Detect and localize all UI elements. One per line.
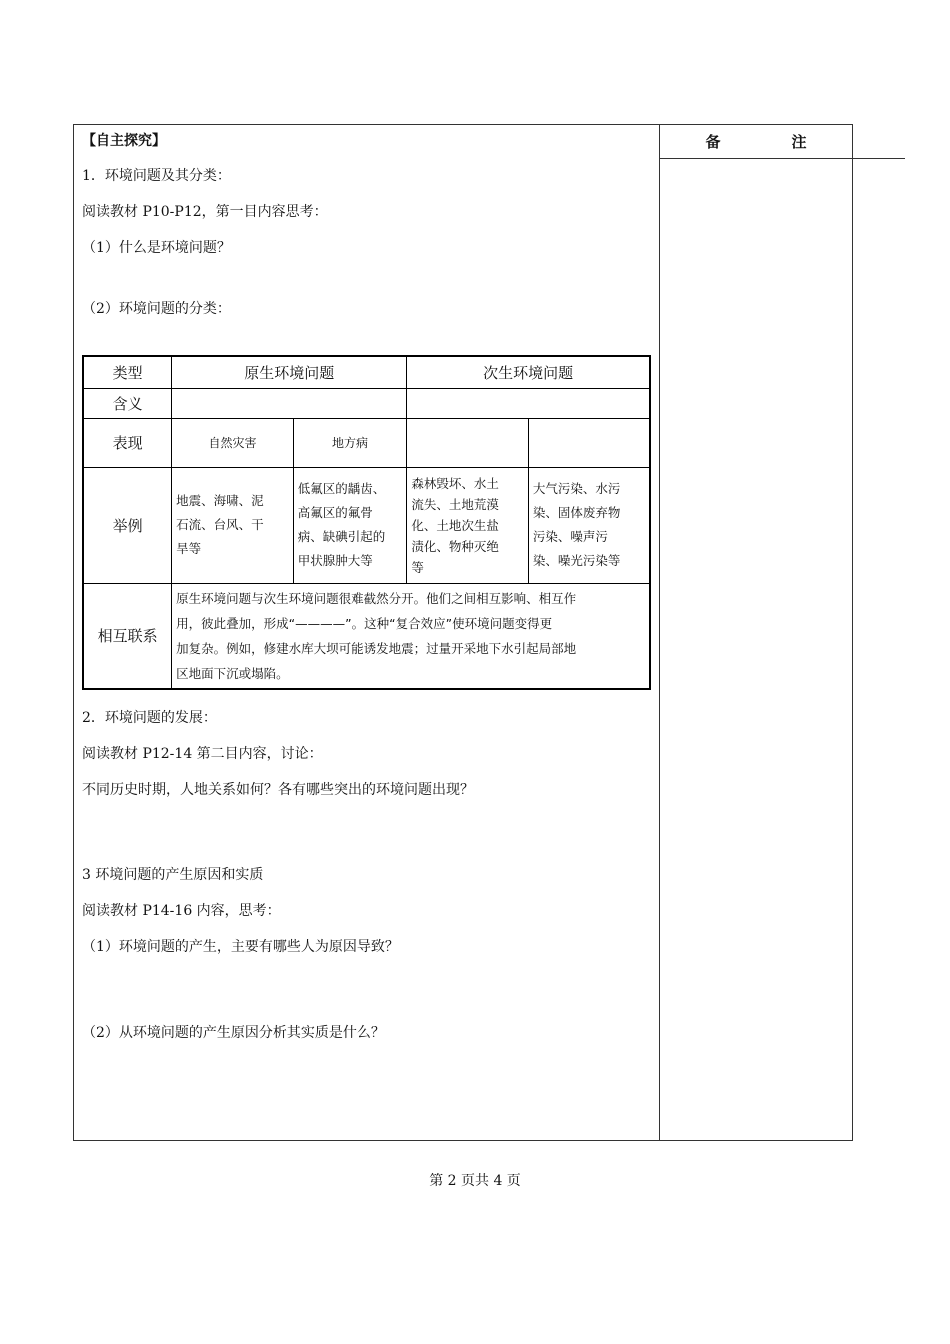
header-primary: 原生环境问题 bbox=[172, 356, 407, 388]
example-line: 石流、台风、干 bbox=[176, 517, 264, 532]
example-line: 大气污染、水污 bbox=[532, 481, 621, 496]
row-label-meaning: 含义 bbox=[83, 388, 172, 418]
example-line: 低氟区的龋齿、 bbox=[297, 481, 386, 496]
row-label-manifest: 表现 bbox=[83, 418, 172, 467]
examples-cell bbox=[172, 467, 294, 583]
notes-header-rule bbox=[660, 158, 905, 159]
q2-title: 2．环境问题的发展： bbox=[82, 710, 217, 726]
example-line: 渍化、物种灭绝 bbox=[411, 538, 499, 554]
relation-line: 加复杂。例如，修建水库大坝可能诱发地震；过量开采地下水引起局部地 bbox=[176, 640, 577, 656]
page-footer: 第 2 页共 4 页 bbox=[429, 1173, 521, 1189]
q1-title: 1．环境问题及其分类： bbox=[82, 168, 231, 184]
example-line: 染、固体废弃物 bbox=[532, 505, 621, 520]
manifest-cell: 地方病 bbox=[293, 418, 407, 467]
example-line: 污染、噪声污 bbox=[532, 529, 608, 544]
meaning-primary-cell bbox=[172, 388, 407, 418]
example-line: 化、土地次生盐 bbox=[411, 517, 499, 533]
example-line: 地震、海啸、泥 bbox=[176, 493, 264, 508]
example-line: 旱等 bbox=[176, 541, 202, 556]
example-line: 染、噪光污染等 bbox=[532, 553, 621, 568]
manifest-cell bbox=[407, 418, 529, 467]
example-line: 甲状腺肿大等 bbox=[297, 553, 373, 568]
example-line: 森林毁坏、水土 bbox=[411, 475, 499, 491]
q1-sub1: （1）什么是环境问题？ bbox=[82, 240, 231, 256]
header-secondary: 次生环境问题 bbox=[407, 356, 650, 388]
row-label-examples: 举例 bbox=[83, 467, 172, 583]
example-line: 病、缺碘引起的 bbox=[297, 529, 386, 544]
section-title: 【自主探究】 bbox=[82, 133, 166, 149]
q1-sub2: （2）环境问题的分类： bbox=[82, 301, 231, 317]
example-line: 高氟区的氟骨 bbox=[297, 505, 373, 520]
examples-cell bbox=[528, 467, 650, 583]
relation-line: 区地面下沉或塌陷。 bbox=[176, 665, 289, 681]
q3-sub1: （1）环境问题的产生，主要有哪些人为原因导致？ bbox=[82, 939, 399, 955]
row-label-relation: 相互联系 bbox=[83, 583, 172, 689]
notes-header: 备 注 bbox=[705, 132, 835, 151]
q2-question: 不同历史时期，人地关系如何？各有哪些突出的环境问题出现？ bbox=[82, 782, 474, 798]
example-line: 流失、土地荒漠 bbox=[411, 496, 499, 512]
column-divider bbox=[659, 124, 660, 1141]
header-type: 类型 bbox=[83, 356, 172, 388]
relation-line: 用，彼此叠加，形成“————”。这种“复合效应”使环境问题变得更 bbox=[176, 615, 553, 631]
classification-table bbox=[82, 355, 651, 690]
example-line: 等 bbox=[411, 559, 424, 575]
examples-cell bbox=[293, 467, 407, 583]
q3-title: 3 环境问题的产生原因和实质 bbox=[82, 867, 264, 883]
q1-reading: 阅读教材 P10-P12，第一目内容思考： bbox=[82, 204, 328, 220]
relation-cell bbox=[172, 583, 650, 689]
relation-line: 原生环境问题与次生环境问题很难截然分开。他们之间相互影响、相互作 bbox=[176, 590, 577, 606]
q2-reading: 阅读教材 P12-14 第二目内容，讨论： bbox=[82, 746, 323, 762]
q3-reading: 阅读教材 P14-16 内容，思考： bbox=[82, 903, 281, 919]
meaning-secondary-cell bbox=[407, 388, 650, 418]
q3-sub2: （2）从环境问题的产生原因分析其实质是什么？ bbox=[82, 1025, 385, 1041]
examples-cell bbox=[407, 467, 529, 583]
manifest-cell bbox=[528, 418, 650, 467]
manifest-cell: 自然灾害 bbox=[172, 418, 294, 467]
